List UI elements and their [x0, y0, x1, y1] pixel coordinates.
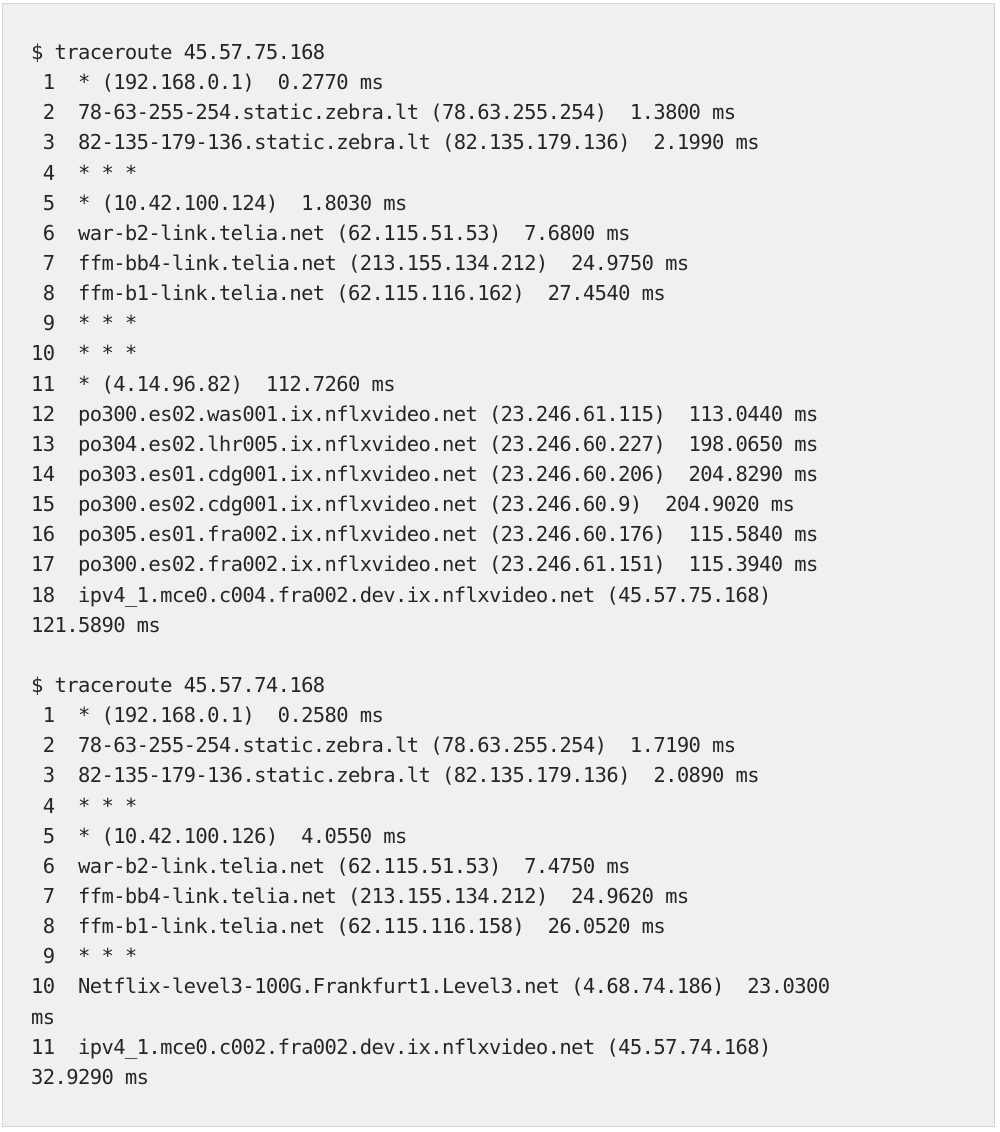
- hop-line: 11 ipv4_1.mce0.c002.fra002.dev.ix.nflxvideo.net (45.57.74.168): [31, 1034, 771, 1059]
- hop-line: 4 * * *: [31, 160, 137, 185]
- hop-line: 2 78-63-255-254.static.zebra.lt (78.63.255.254) 1.3800 ms: [31, 100, 736, 125]
- hop-line-wrap: ms: [31, 1004, 55, 1029]
- hop-line: 2 78-63-255-254.static.zebra.lt (78.63.255.254) 1.7190 ms: [31, 733, 736, 758]
- hop-line: 6 war-b2-link.telia.net (62.115.51.53) 7.4750 ms: [31, 853, 630, 878]
- hop-line: 5 * (10.42.100.124) 1.8030 ms: [31, 190, 407, 215]
- hop-line: 12 po300.es02.was001.ix.nflxvideo.net (23.246.61.115) 113.0440 ms: [31, 401, 818, 426]
- blank-line: [31, 640, 829, 670]
- terminal-output: [31, 37, 829, 1092]
- hop-line-wrap: 32.9290 ms: [31, 1064, 149, 1089]
- hop-line: 8 ffm-b1-link.telia.net (62.115.116.158) 26.0520 ms: [31, 914, 666, 939]
- command-line: $ traceroute 45.57.74.168: [31, 672, 325, 697]
- hop-line: 5 * (10.42.100.126) 4.0550 ms: [31, 823, 407, 848]
- hop-line: 7 ffm-bb4-link.telia.net (213.155.134.212) 24.9620 ms: [31, 883, 689, 908]
- hop-line: 1 * (192.168.0.1) 0.2770 ms: [31, 70, 384, 95]
- hop-line: 16 po305.es01.fra002.ix.nflxvideo.net (23.246.60.176) 115.5840 ms: [31, 522, 818, 547]
- hop-line: 9 * * *: [31, 311, 137, 336]
- hop-line: 10 Netflix-level3-100G.Frankfurt1.Level3.net (4.68.74.186) 23.0300: [31, 974, 830, 999]
- hop-line: 4 * * *: [31, 793, 137, 818]
- hop-line: 3 82-135-179-136.static.zebra.lt (82.135.179.136) 2.1990 ms: [31, 130, 760, 155]
- hop-line: 15 po300.es02.cdg001.ix.nflxvideo.net (23.246.60.9) 204.9020 ms: [31, 492, 795, 517]
- hop-line: 17 po300.es02.fra002.ix.nflxvideo.net (23.246.61.151) 115.3940 ms: [31, 552, 818, 577]
- hop-line: 3 82-135-179-136.static.zebra.lt (82.135.179.136) 2.0890 ms: [31, 763, 760, 788]
- hop-line: 11 * (4.14.96.82) 112.7260 ms: [31, 371, 396, 396]
- hop-line: 9 * * *: [31, 944, 137, 969]
- command-line: $ traceroute 45.57.75.168: [31, 40, 325, 64]
- hop-line: 1 * (192.168.0.1) 0.2580 ms: [31, 703, 384, 728]
- hop-line-wrap: 121.5890 ms: [31, 612, 161, 637]
- terminal-window: [2, 3, 995, 1127]
- hop-line: 14 po303.es01.cdg001.ix.nflxvideo.net (23.246.60.206) 204.8290 ms: [31, 461, 818, 486]
- hop-line: 7 ffm-bb4-link.telia.net (213.155.134.212) 24.9750 ms: [31, 250, 689, 275]
- hop-line: 6 war-b2-link.telia.net (62.115.51.53) 7.6800 ms: [31, 220, 630, 245]
- hop-line: 8 ffm-b1-link.telia.net (62.115.116.162) 27.4540 ms: [31, 281, 666, 306]
- hop-line: 10 * * *: [31, 341, 137, 366]
- hop-line: 18 ipv4_1.mce0.c004.fra002.dev.ix.nflxvideo.net (45.57.75.168): [31, 582, 771, 607]
- hop-line: 13 po304.es02.lhr005.ix.nflxvideo.net (23.246.60.227) 198.0650 ms: [31, 431, 818, 456]
